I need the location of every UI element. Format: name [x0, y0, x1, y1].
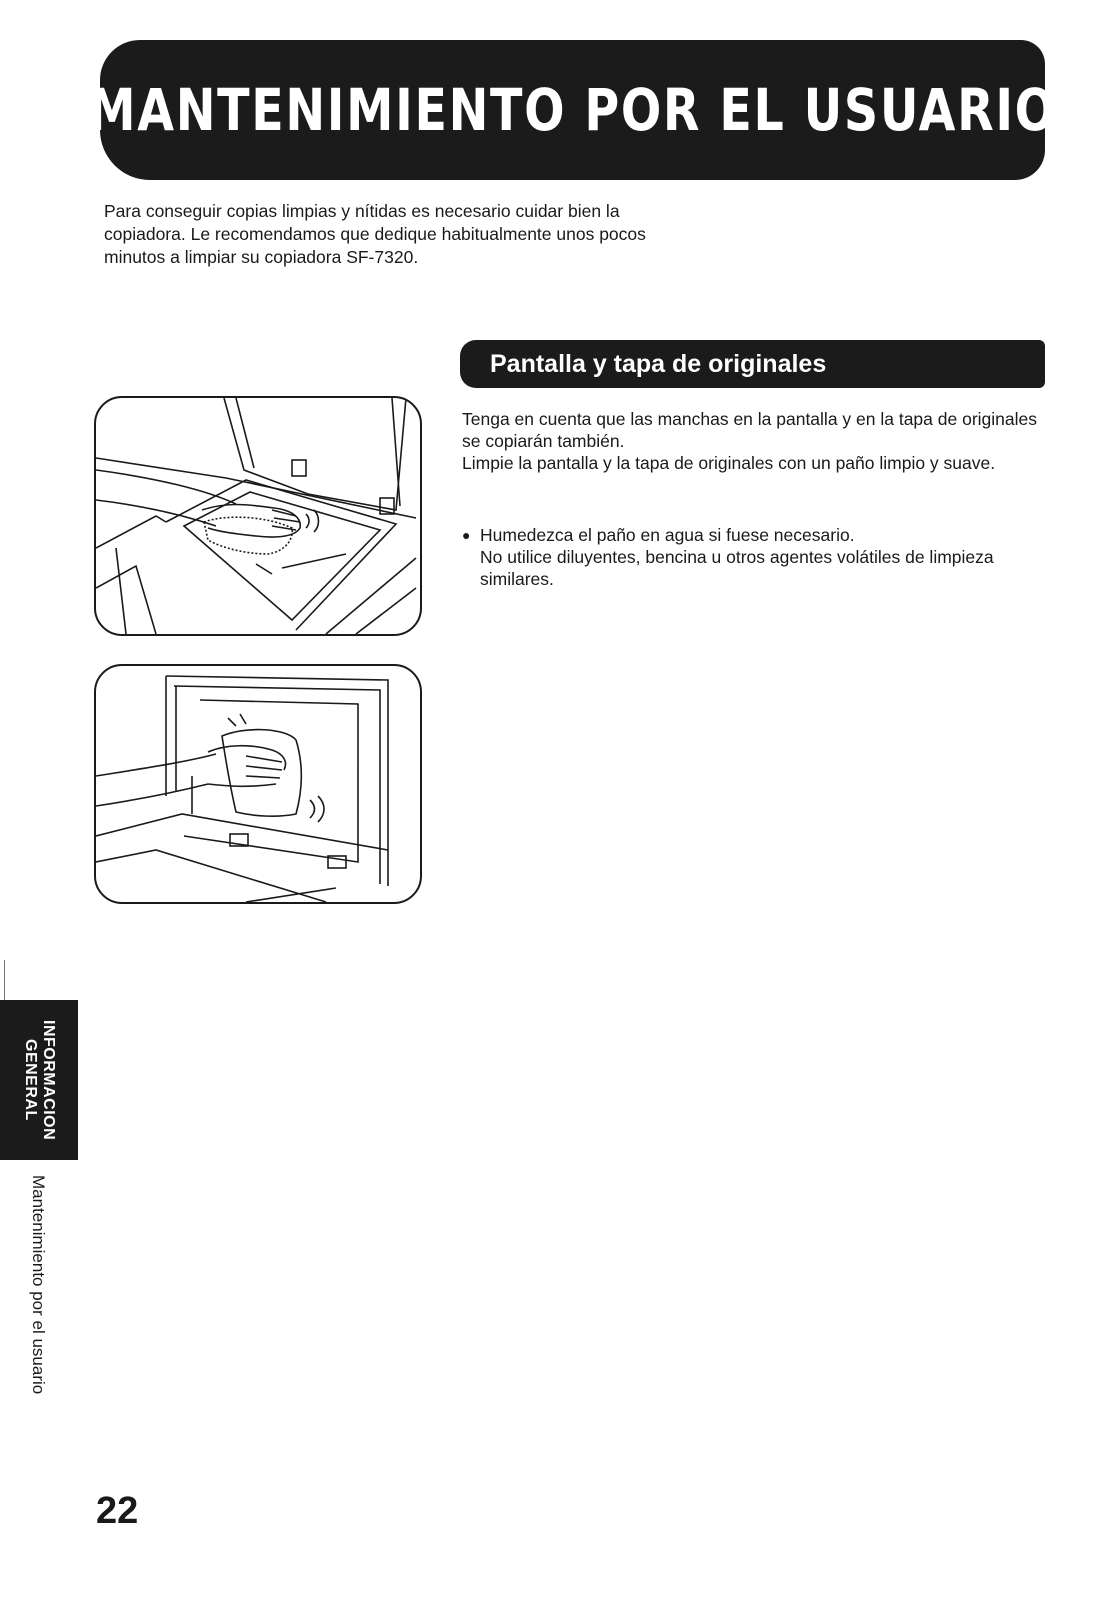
section-paragraph-1: Tenga en cuenta que las manchas en la pantalla y en la tapa de originales se copiarán también.: [462, 409, 1037, 451]
section-heading: Pantalla y tapa de originales: [490, 349, 827, 378]
section-side-tab: [0, 1000, 78, 1160]
illustration-clean-cover: [94, 664, 422, 904]
page-title: MANTENIMIENTO POR EL USUARIO: [88, 76, 1057, 144]
illustration-clean-glass: [94, 396, 422, 636]
intro-paragraph: Para conseguir copias limpias y nítidas es necesario cuidar bien la copiadora. Le recomendamos que dedique habitualmente unos pocos minutos a limpiar su copiadora SF-7320.: [104, 201, 646, 267]
section-heading-banner: [460, 340, 1045, 388]
section-paragraph-2: Limpie la pantalla y la tapa de originales con un paño limpio y suave.: [462, 453, 996, 473]
glass-cleaning-drawing: [96, 398, 420, 634]
bullet-line-2: No utilice diluyentes, bencina u otros agentes volátiles de limpieza similares.: [480, 547, 994, 589]
page-title-banner: [88, 40, 1057, 180]
bullet-item: [462, 524, 1052, 590]
side-tab-line-2: GENERAL: [22, 1039, 39, 1121]
bullet-marker: ●: [462, 527, 471, 543]
margin-line: [4, 960, 5, 1000]
cover-cleaning-drawing: [96, 666, 420, 902]
side-tab-line-1: INFORMACION: [40, 1019, 57, 1141]
section-body: [462, 408, 1052, 474]
side-caption: Mantenimiento por el usuario: [29, 1175, 48, 1395]
bullet-line-1: Humedezca el paño en agua si fuese necesario.: [480, 525, 855, 545]
page-number: 22: [96, 1490, 139, 1532]
